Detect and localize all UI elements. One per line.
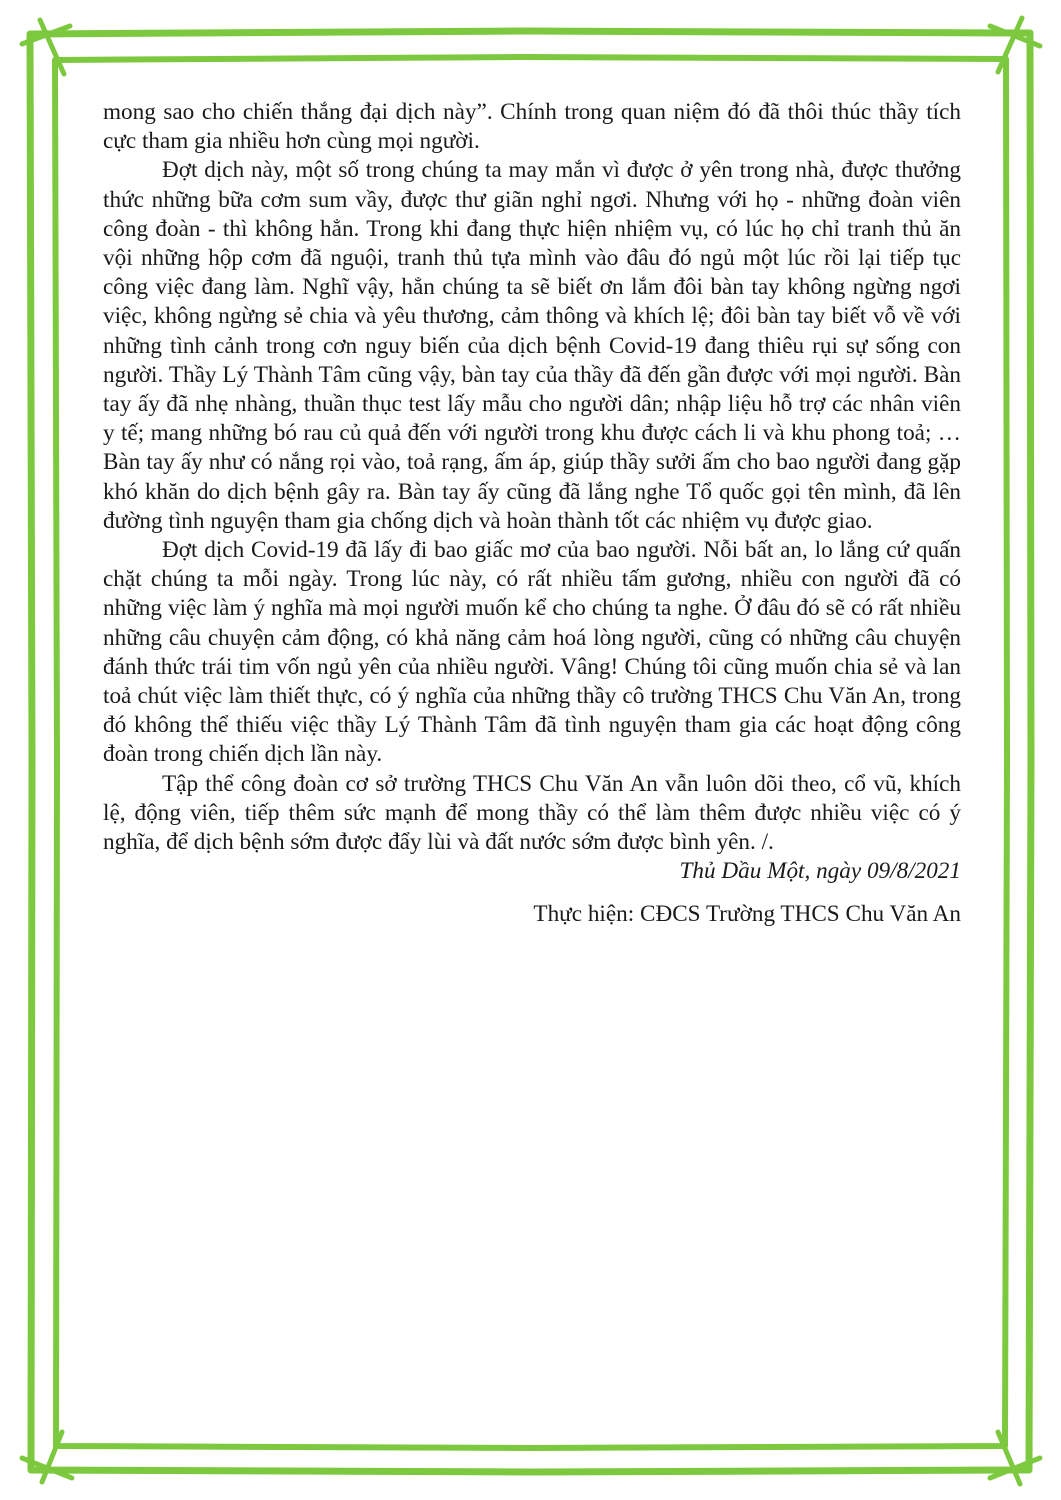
signature-line: Thực hiện: CĐCS Trường THCS Chu Văn An bbox=[533, 901, 961, 928]
paragraph-1: mong sao cho chiến thắng đại dịch này”. Chính trong quan niệm đó đã thôi thúc thầy tích cực tham gia nhiều hơn cùng mọi người. bbox=[103, 99, 961, 155]
document-body bbox=[103, 98, 961, 930]
paragraph-3: Đợt dịch Covid-19 đã lấy đi bao giấc mơ của bao người. Nỗi bất an, lo lắng cứ quấn chặt chúng ta mỗi ngày. Trong lúc này, có rất nhiều tấm gương, nhiều con người đã có những việc làm ý nghĩa mà mọi người muốn kể cho chúng ta nghe. Ở đâu đó sẽ có rất nhiều những câu chuyện cảm động, có khả năng cảm hoá lòng người, cũng có những câu chuyện đánh thức trái tim vốn ngủ yên của nhiều người. Vâng! Chúng tôi cũng muốn chia sẻ và lan toả chút việc làm thiết thực, có ý nghĩa của những thầy cô trường THCS Chu Văn An, trong đó không thể thiếu việc thầy Lý Thành Tâm đã tình nguyện tham gia các hoạt động công đoàn trong chiến dịch lần này. bbox=[103, 537, 961, 768]
paragraph-4: Tập thể công đoàn cơ sở trường THCS Chu Văn An vẫn luôn dõi theo, cổ vũ, khích lệ, động viên, tiếp thêm sức mạnh để mong thầy có thể làm thêm được nhiều việc có ý nghĩa, để dịch bệnh sớm được đẩy lùi và đất nước sớm được bình yên. /. bbox=[103, 770, 961, 856]
paragraph-2: Đợt dịch này, một số trong chúng ta may mắn vì được ở yên trong nhà, được thưởng thức những bữa cơm sum vầy, được thư giãn nghỉ ngơi. Nhưng với họ - những đoàn viên công đoàn - thì không hẳn. Trong khi đang thực hiện nhiệm vụ, có lúc họ chỉ tranh thủ ăn vội những hộp cơm đã nguội, tranh thủ tựa mình vào đâu đó ngủ một lúc rồi lại tiếp tục công việc đang làm. Nghĩ vậy, hẳn chúng ta sẽ biết ơn lắm đôi bàn tay không ngừng ngơi việc, không ngừng sẻ chia và yêu thương, cảm thông và khích lệ; đôi bàn tay biết vỗ về với những tình cảnh trong cơn nguy biến của dịch bệnh Covid-19 đang thiêu rụi sự sống con người. Thầy Lý Thành Tâm cũng vậy, bàn tay của thầy đã đến gần được với mọi người. Bàn tay ấy đã nhẹ nhàng, thuần thục test lấy mẫu cho người dân; nhập liệu hỗ trợ các nhân viên y tế; mang những bó rau củ quả đến với người trong khu được cách li và khu phong toả; … Bàn tay ấy như có nắng rọi vào, toả rạng, ấm áp, giúp thầy sưởi ấm cho bao người đang gặp khó khăn do dịch bệnh gây ra. Bàn tay ấy cũng đã lắng nghe Tổ quốc gọi tên mình, đã lên đường tình nguyện tham gia chống dịch và hoàn thành tốt các nhiệm vụ được giao. bbox=[103, 157, 961, 534]
date-line: Thủ Dầu Một, ngày 09/8/2021 bbox=[679, 858, 961, 885]
